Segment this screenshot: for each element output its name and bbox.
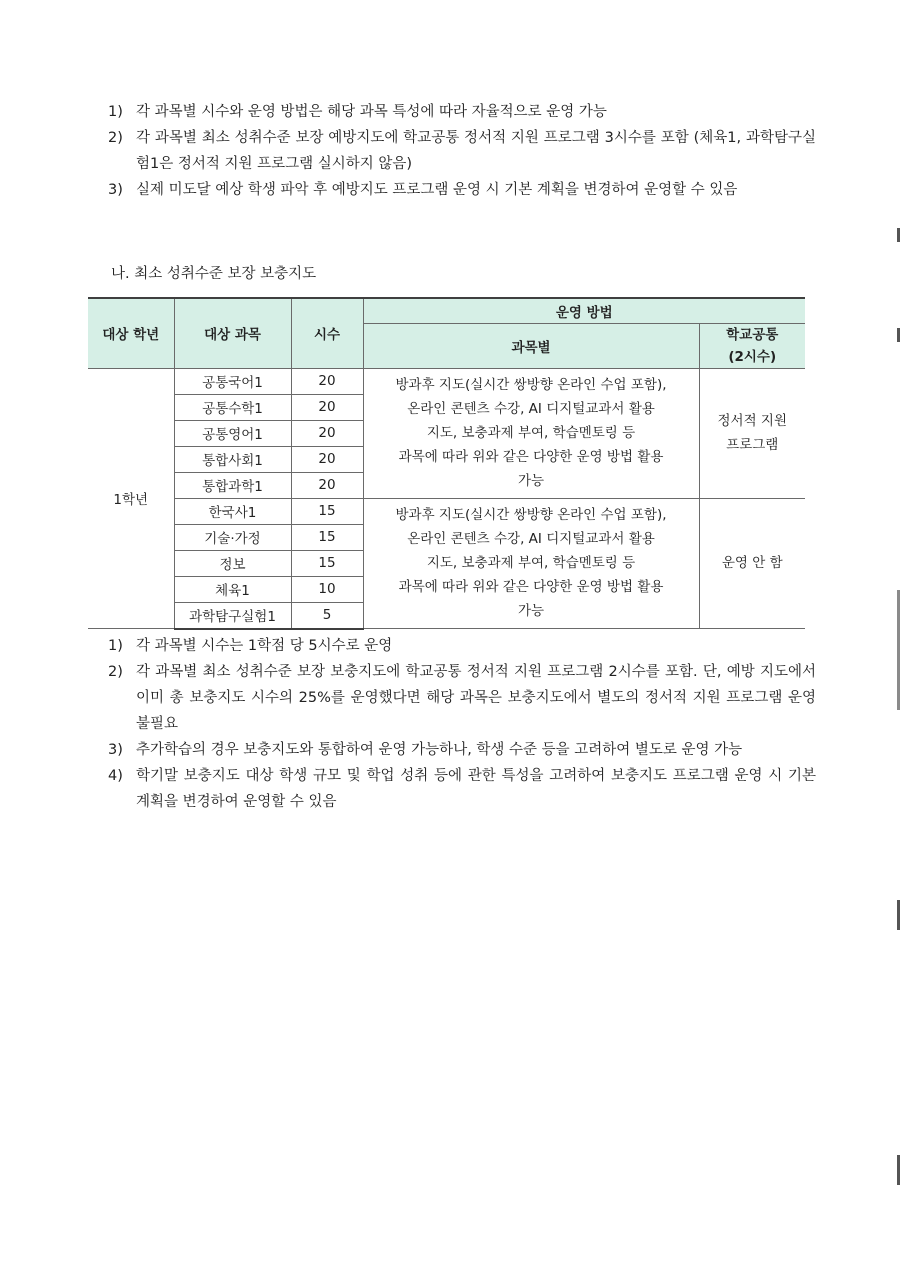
header-method: 운영 방법 xyxy=(363,298,805,323)
note-text: 각 과목별 최소 성취수준 보장 예방지도에 학교공통 정서적 지원 프로그램 3시수를 포함 (체육1, 과학탐구실험1은 정서적 지원 프로그램 실시하지 않음) xyxy=(136,130,816,172)
header-common-label: 학교공통 xyxy=(726,326,779,343)
support-line: 운영 안 함 xyxy=(721,555,783,572)
hours-cell: 15 xyxy=(291,550,363,576)
top-notes-list xyxy=(108,99,816,203)
method-line: 온라인 콘텐츠 수강, AI 디지털교과서 활용 xyxy=(407,531,655,548)
hours-cell: 20 xyxy=(291,368,363,394)
note-text: 추가학습의 경우 보충지도와 통합하여 운영 가능하나, 학생 수준 등을 고려하여 별도로 운영 가능 xyxy=(136,742,743,758)
method-line: 가능 xyxy=(517,603,545,620)
hours-cell: 20 xyxy=(291,420,363,446)
subject-cell: 기술·가정 xyxy=(174,524,291,550)
note-number: 4) xyxy=(108,768,123,784)
header-grade: 대상 학년 xyxy=(88,298,174,368)
note-text: 각 과목별 최소 성취수준 보장 보충지도에 학교공통 정서적 지원 프로그램 2시수를 포함. 단, 예방 지도에서 이미 총 보충지도 시수의 25%를 운영했다면 해당 과목은 보충지도에서 별도의 정서적 지원 프로그램 운영 불필요 xyxy=(136,664,816,732)
note-number: 1) xyxy=(108,104,123,120)
subject-cell: 공통영어1 xyxy=(174,420,291,446)
note-text: 각 과목별 시수와 운영 방법은 해당 과목 특성에 따라 자율적으로 운영 가능 xyxy=(136,104,607,120)
top-note xyxy=(108,177,816,203)
method-line: 지도, 보충과제 부여, 학습멘토링 등 xyxy=(426,555,636,572)
header-subject: 대상 과목 xyxy=(174,298,291,368)
top-note xyxy=(108,99,816,125)
note-number: 3) xyxy=(108,742,123,758)
note-number: 1) xyxy=(108,638,123,654)
note-text: 각 과목별 시수는 1학점 당 5시수로 운영 xyxy=(136,638,393,654)
subject-cell: 체육1 xyxy=(174,576,291,602)
note-text: 학기말 보충지도 대상 학생 규모 및 학업 성취 등에 관한 특성을 고려하여 보충지도 프로그램 운영 시 기본 계획을 변경하여 운영할 수 있음 xyxy=(136,768,816,810)
header-common xyxy=(699,323,805,368)
subject-cell: 공통수학1 xyxy=(174,394,291,420)
bottom-note xyxy=(108,763,816,815)
note-number: 2) xyxy=(108,664,123,680)
top-note xyxy=(108,125,816,177)
method-line: 과목에 따라 위와 같은 다양한 운영 방법 활용 xyxy=(398,449,664,465)
support-line: 정서적 지원 xyxy=(717,413,787,429)
note-text: 실제 미도달 예상 학생 파악 후 예방지도 프로그램 운영 시 기본 계획을 변경하여 운영할 수 있음 xyxy=(136,182,738,198)
bottom-notes-list xyxy=(108,633,816,815)
support-cell xyxy=(699,368,805,498)
hours-cell: 15 xyxy=(291,524,363,550)
subject-cell: 한국사1 xyxy=(174,498,291,524)
hours-cell: 20 xyxy=(291,394,363,420)
note-number: 3) xyxy=(108,182,123,198)
bottom-note xyxy=(108,659,816,737)
note-number: 2) xyxy=(108,130,123,146)
method-line: 가능 xyxy=(517,473,545,489)
method-cell xyxy=(363,498,699,629)
subject-cell: 통합사회1 xyxy=(174,446,291,472)
method-line: 온라인 콘텐츠 수강, AI 디지털교과서 활용 xyxy=(407,401,655,417)
method-line: 지도, 보충과제 부여, 학습멘토링 등 xyxy=(426,425,636,441)
support-cell xyxy=(699,498,805,629)
hours-cell: 10 xyxy=(291,576,363,602)
hours-cell: 20 xyxy=(291,446,363,472)
header-by-subject: 과목별 xyxy=(363,323,699,368)
remedial-program-table xyxy=(88,297,805,630)
hours-cell: 15 xyxy=(291,498,363,524)
bottom-note xyxy=(108,633,816,659)
method-line: 방과후 지도(실시간 쌍방향 온라인 수업 포함), xyxy=(395,507,667,524)
method-cell xyxy=(363,368,699,498)
hours-cell: 5 xyxy=(291,602,363,629)
section-title: 나. 최소 성취수준 보장 보충지도 xyxy=(111,266,317,282)
hours-cell: 20 xyxy=(291,472,363,498)
subject-cell: 통합과학1 xyxy=(174,472,291,498)
header-hours: 시수 xyxy=(291,298,363,368)
method-line: 과목에 따라 위와 같은 다양한 운영 방법 활용 xyxy=(398,579,664,596)
bottom-note xyxy=(108,737,816,763)
method-line: 방과후 지도(실시간 쌍방향 온라인 수업 포함), xyxy=(395,377,667,393)
support-line: 프로그램 xyxy=(726,437,779,453)
grade-cell: 1학년 xyxy=(88,368,174,629)
subject-cell: 과학탐구실험1 xyxy=(174,602,291,629)
subject-cell: 공통국어1 xyxy=(174,368,291,394)
header-common-hours: (2시수) xyxy=(728,348,777,365)
subject-cell: 정보 xyxy=(174,550,291,576)
